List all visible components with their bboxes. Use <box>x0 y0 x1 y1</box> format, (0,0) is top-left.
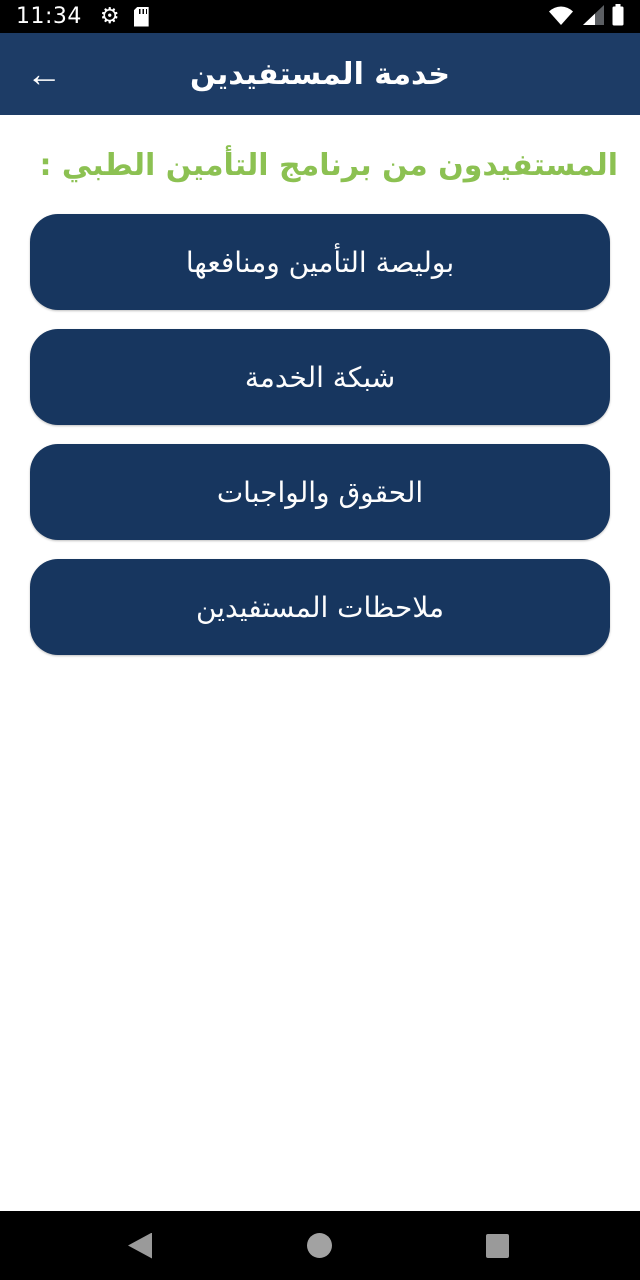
menu-button-service-network[interactable]: شبكة الخدمة <box>30 329 610 425</box>
cellular-signal-icon <box>581 4 605 30</box>
content-area <box>0 143 640 655</box>
menu-button-insurance-policy[interactable]: بوليصة التأمين ومنافعها <box>30 214 610 310</box>
battery-icon <box>612 4 624 30</box>
nav-home-button[interactable] <box>307 1233 332 1258</box>
page-title: خدمة المستفيدين <box>189 56 451 92</box>
nav-recents-button[interactable] <box>486 1234 509 1258</box>
menu-button-rights-duties[interactable]: الحقوق والواجبات <box>30 444 610 540</box>
status-left-icons <box>99 3 149 29</box>
section-heading: المستفيدون من برنامج التأمين الطبي : <box>39 148 618 183</box>
nav-back-icon <box>128 1233 152 1259</box>
gear-icon: ⚙ <box>99 3 120 29</box>
wifi-icon <box>548 4 574 30</box>
sd-card-icon <box>134 7 149 27</box>
menu-button-beneficiary-notes[interactable]: ملاحظات المستفيدين <box>30 559 610 655</box>
back-button[interactable] <box>14 33 74 115</box>
android-nav-bar <box>0 1211 640 1280</box>
nav-back-button[interactable] <box>128 1233 152 1259</box>
nav-recents-icon <box>486 1234 509 1258</box>
status-time: 11:34 <box>16 3 82 29</box>
app-bar <box>0 33 640 115</box>
back-arrow-icon: ← <box>26 53 62 94</box>
status-right-icons <box>548 4 624 30</box>
status-bar <box>0 0 640 33</box>
nav-home-icon <box>307 1233 332 1258</box>
menu-list <box>0 188 640 655</box>
